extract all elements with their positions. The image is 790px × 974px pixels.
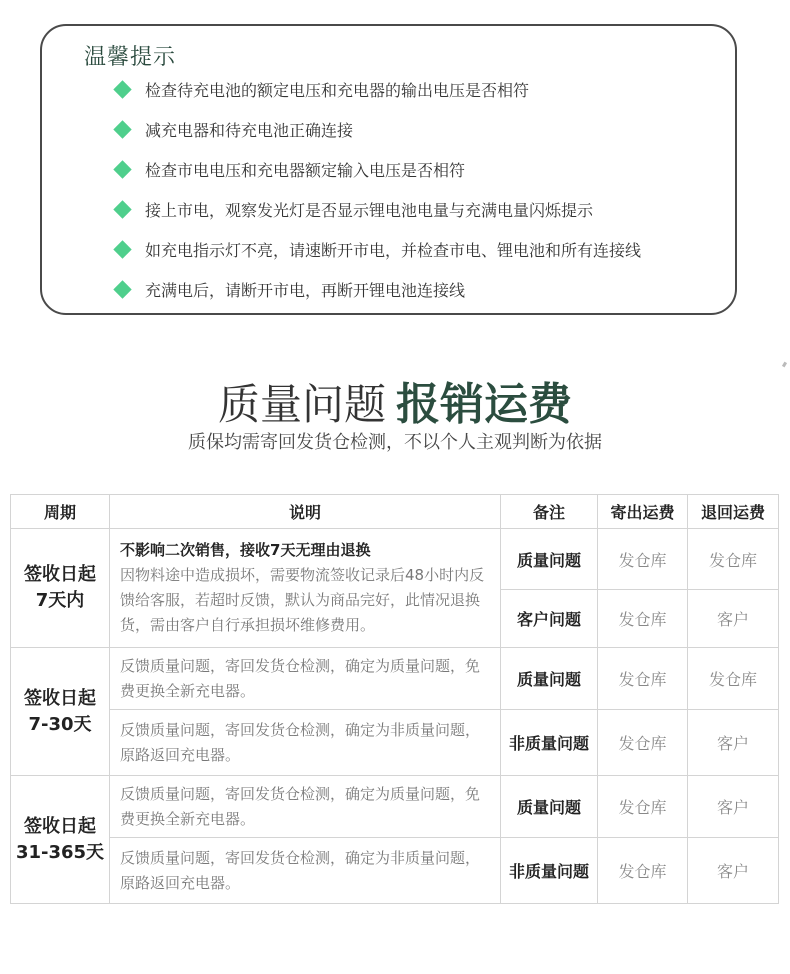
table-header-row [11, 495, 779, 529]
decorative-mark [782, 362, 787, 368]
period-cell [11, 776, 110, 904]
tip-text: 如充电指示灯不亮，请速断开市电，并检查市电、锂电池和所有连接线 [145, 240, 642, 260]
tip-text: 接上市电，观察发光灯是否显示锂电池电量与充满电量闪烁提示 [145, 200, 594, 220]
diamond-bullet-icon [113, 160, 131, 178]
period-cell [11, 529, 110, 648]
subheadline: 质保均需寄回发货仓检测，不以个人主观判断为依据 [188, 432, 602, 453]
tip-item [116, 236, 641, 262]
diamond-bullet-icon [113, 280, 131, 298]
return-fee-cell: 客户 [688, 776, 779, 838]
note-cell: 非质量问题 [501, 710, 598, 776]
header-note: 备注 [501, 495, 598, 529]
period-cell [11, 648, 110, 776]
tip-item [116, 116, 353, 142]
headline-bold: 报销运费 [396, 379, 572, 430]
note-cell: 客户问题 [501, 590, 598, 648]
period-line1: 签收日起 [24, 815, 96, 837]
send-fee-cell: 发仓库 [598, 838, 688, 904]
diamond-bullet-icon [113, 80, 131, 98]
tip-text: 减充电器和待充电池正确连接 [145, 120, 354, 140]
send-fee-cell: 发仓库 [598, 648, 688, 710]
tips-box [40, 24, 737, 315]
description-cell: 反馈质量问题，寄回发货仓检测，确定为非质量问题，原路返回充电器。 [110, 838, 501, 904]
send-fee-cell: 发仓库 [598, 710, 688, 776]
tips-title: 温馨提示 [84, 45, 177, 70]
return-fee-cell: 客户 [688, 838, 779, 904]
return-fee-cell: 发仓库 [688, 529, 779, 590]
description-cell: 反馈质量问题，寄回发货仓检测，确定为非质量问题，原路返回充电器。 [110, 710, 501, 776]
headline-light: 质量问题 [217, 380, 386, 429]
tip-text: 检查市电电压和充电器额定输入电压是否相符 [145, 160, 466, 180]
table-row [11, 529, 779, 590]
description-cell: 反馈质量问题，寄回发货仓检测，确定为质量问题，免费更换全新充电器。 [110, 776, 501, 838]
send-fee-cell: 发仓库 [598, 590, 688, 648]
note-cell: 质量问题 [501, 648, 598, 710]
table-row [11, 710, 779, 776]
return-fee-cell: 客户 [688, 710, 779, 776]
table-row [11, 838, 779, 904]
description-body: 因物料途中造成损坏，需要物流签收记录后48小时内反馈给客服，若超时反馈，默认为商品完好，此情况退换货，需由客户自行承担损坏维修费用。 [120, 566, 485, 634]
return-fee-cell: 发仓库 [688, 648, 779, 710]
header-period: 周期 [11, 495, 110, 529]
period-line2: 7天内 [35, 590, 85, 611]
header-return-fee: 退回运费 [688, 495, 779, 529]
headline [0, 368, 790, 432]
tip-text: 检查待充电池的额定电压和充电器的输出电压是否相符 [145, 80, 530, 100]
tip-item [116, 276, 465, 302]
diamond-bullet-icon [113, 200, 131, 218]
tip-item [116, 76, 529, 102]
period-line2: 7-30天 [28, 713, 92, 735]
note-cell: 非质量问题 [501, 838, 598, 904]
diamond-bullet-icon [113, 240, 131, 258]
send-fee-cell: 发仓库 [598, 776, 688, 838]
shipping-policy-table [10, 494, 779, 904]
header-send-fee: 寄出运费 [598, 495, 688, 529]
diamond-bullet-icon [113, 120, 131, 138]
table-row [11, 648, 779, 710]
description-heading: 不影响二次销售，接收7天无理由退换 [120, 541, 371, 559]
send-fee-cell: 发仓库 [598, 529, 688, 590]
header-description: 说明 [110, 495, 501, 529]
tip-text: 充满电后，请断开市电，再断开锂电池连接线 [145, 280, 466, 300]
note-cell: 质量问题 [501, 529, 598, 590]
description-cell: 反馈质量问题，寄回发货仓检测，确定为质量问题，免费更换全新充电器。 [110, 648, 501, 710]
tip-item [116, 156, 465, 182]
description-cell [110, 529, 501, 648]
period-line1: 签收日起 [24, 564, 96, 585]
period-line2: 31-365天 [15, 841, 105, 863]
tip-item [116, 196, 593, 222]
table-row [11, 776, 779, 838]
period-line1: 签收日起 [24, 687, 96, 709]
return-fee-cell: 客户 [688, 590, 779, 648]
note-cell: 质量问题 [501, 776, 598, 838]
